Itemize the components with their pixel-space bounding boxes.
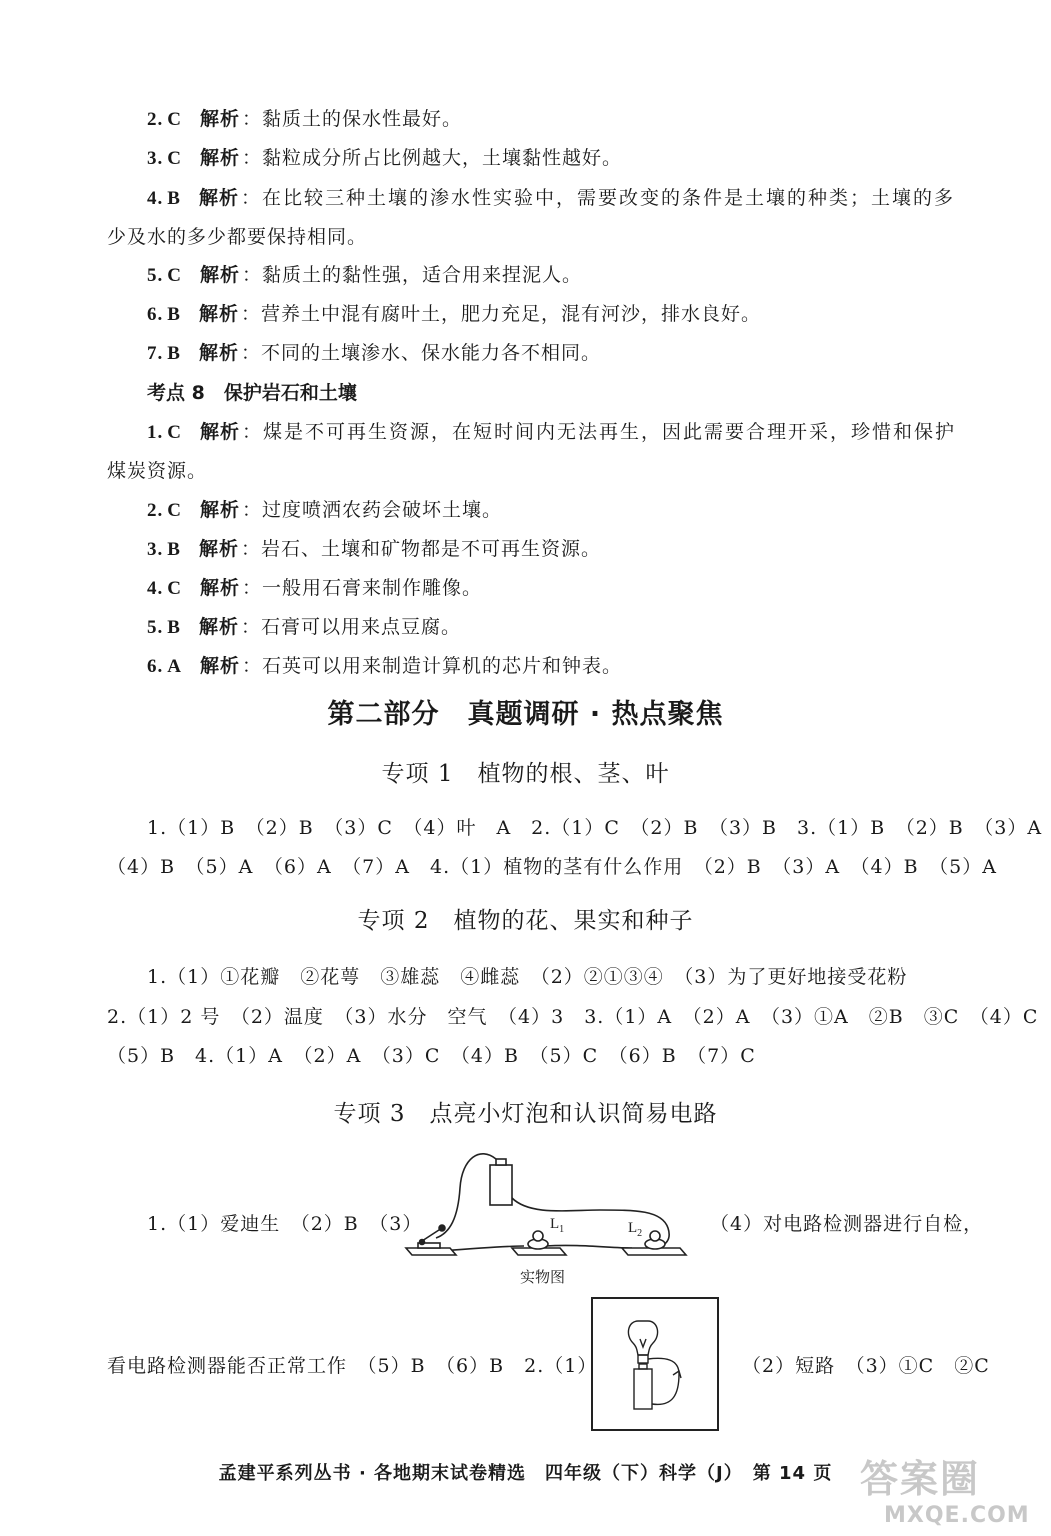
topic-2-line-3: （5）B 4.（1）A （2）A （3）C （4）B （5）C （6）B （7）C	[107, 1045, 756, 1067]
watermark-line-1: 答案圈	[860, 1457, 981, 1501]
topic-3-line-2-right: （2）短路 （3）①C ②C	[742, 1355, 990, 1377]
answer-line-8-4: 4. C 解析 ：一般用石膏来制作雕像。	[147, 577, 483, 599]
answer-line-6: 6. B 解析 ：营养土中混有腐叶土，肥力充足，混有河沙，排水良好。	[147, 303, 761, 325]
answer-line-8-3: 3. B 解析 ：岩石、土壤和矿物都是不可再生资源。	[147, 538, 601, 560]
figure-caption: 实物图	[520, 1268, 566, 1286]
section-heading: 考点 8 保护岩石和土壤	[147, 382, 357, 404]
answer-line-4-cont: 少及水的多少都要保持相同。	[107, 226, 368, 248]
circuit-diagram-box	[591, 1297, 719, 1431]
topic-2-line-2: 2.（1）2 号 （2）温度 （3）水分 空气 （4）3 3.（1）A （2）A （3）①A ②B ③C （4）C	[107, 1006, 1039, 1028]
part-title: 第二部分 真题调研 · 热点聚焦	[327, 699, 724, 730]
answer-line-2: 2. C 解析 ：黏质土的保水性最好。	[147, 108, 463, 130]
answer-line-7: 7. B 解析 ：不同的土壤渗水、保水能力各不相同。	[147, 342, 601, 364]
lamp-2-label: $L_2$	[628, 1220, 643, 1239]
topic-2-line-1: 1.（1）①花瓣 ②花萼 ③雄蕊 ④雌蕊 （2）②①③④ （3）为了更好地接受花粉	[147, 966, 908, 988]
topic-3-line-1-right: （4）对电路检测器进行自检，	[710, 1213, 984, 1235]
answer-line-8-2: 2. C 解析 ：过度喷洒农药会破坏土壤。	[147, 499, 503, 521]
watermark	[860, 1448, 1030, 1528]
topic-1-line-2: （4）B （5）A （6）A （7）A 4.（1）植物的茎有什么作用 （2）B （3）A （4）B （5）A	[107, 856, 997, 878]
battery-cell	[634, 1369, 652, 1409]
switch-board	[406, 1248, 456, 1255]
topic-3-line-1-left: 1.（1）爱迪生 （2）B （3）	[147, 1213, 423, 1235]
answer-line-8-5: 5. B 解析 ：石膏可以用来点豆腐。	[147, 616, 461, 638]
bulb-shape	[628, 1321, 657, 1355]
answer-line-8-1: 1. C 解析 ：煤是不可再生资源，在短时间内无法再生，因此需要合理开采，珍惜和保护	[147, 421, 957, 443]
answer-line-8-1-cont: 煤炭资源。	[107, 460, 208, 482]
answer-line-5: 5. C 解析 ：黏质土的黏性强，适合用来捏泥人。	[147, 264, 583, 286]
watermark-line-2: MXQE.COM	[884, 1503, 1030, 1528]
lamp-1-label: $L_1$	[550, 1216, 565, 1235]
topic-1-line-1: 1.（1）B （2）B （3）C （4）叶 A 2.（1）C （2）B （3）B 3.（1）B （2）B （3）A	[147, 817, 1043, 839]
topic-3-title: 专项 3 点亮小灯泡和认识简易电路	[333, 1101, 718, 1127]
topic-2-title: 专项 2 植物的花、果实和种子	[357, 908, 694, 934]
answer-line-3: 3. C 解析 ：黏粒成分所占比例越大，土壤黏性越好。	[147, 147, 623, 169]
battery-shape	[490, 1165, 512, 1205]
answer-line-4: 4. B 解析 ：在比较三种土壤的渗水性实验中，需要改变的条件是土壤的种类；土壤的多	[147, 187, 955, 209]
circuit-figure	[400, 1148, 700, 1273]
topic-3-line-2-left: 看电路检测器能否正常工作 （5）B （6）B 2.（1）	[107, 1355, 598, 1377]
answer-line-8-6: 6. A 解析 ：石英可以用来制造计算机的芯片和钟表。	[147, 655, 623, 677]
topic-1-title: 专项 1 植物的根、茎、叶	[381, 761, 670, 787]
circuit-diagram	[593, 1299, 717, 1429]
page-footer: 孟建平系列丛书 · 各地期末试卷精选 四年级（下）科学（J） 第 14 页	[218, 1463, 833, 1484]
